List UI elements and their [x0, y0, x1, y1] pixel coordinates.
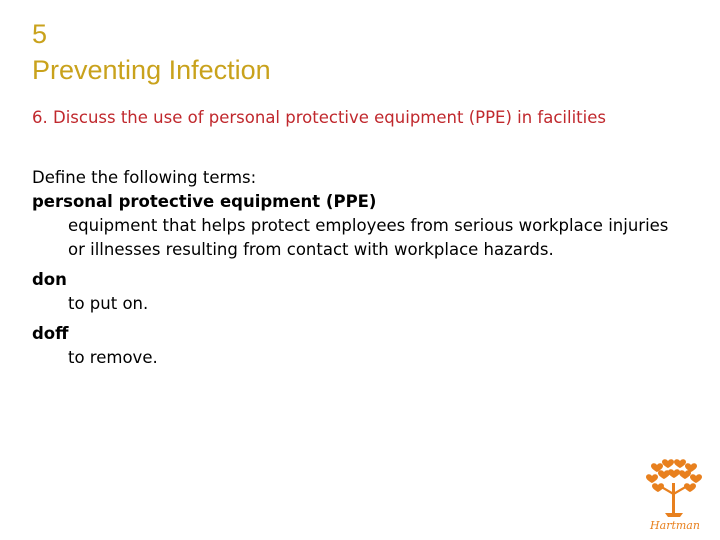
heart-tree-icon [640, 455, 710, 535]
definitions-section [32, 166, 682, 376]
term-don: don [32, 270, 67, 289]
term-doff: doff [32, 324, 69, 343]
definition-don: to put on. [68, 294, 149, 313]
learning-objective: 6. Discuss the use of personal protective equipment (PPE) in facilities [32, 108, 606, 127]
definition-ppe: equipment that helps protect employees from serious workplace injuries or illnesses resulting from contact with workplace hazards. [68, 216, 669, 259]
definitions-intro: Define the following terms: [32, 168, 257, 187]
logo-wordmark: Hartman [650, 519, 700, 532]
hartman-logo [640, 455, 710, 535]
chapter-title: Preventing Infection [32, 55, 271, 85]
chapter-number: 5 [32, 19, 48, 49]
term-ppe: personal protective equipment (PPE) [32, 192, 377, 211]
definition-doff: to remove. [68, 348, 158, 367]
